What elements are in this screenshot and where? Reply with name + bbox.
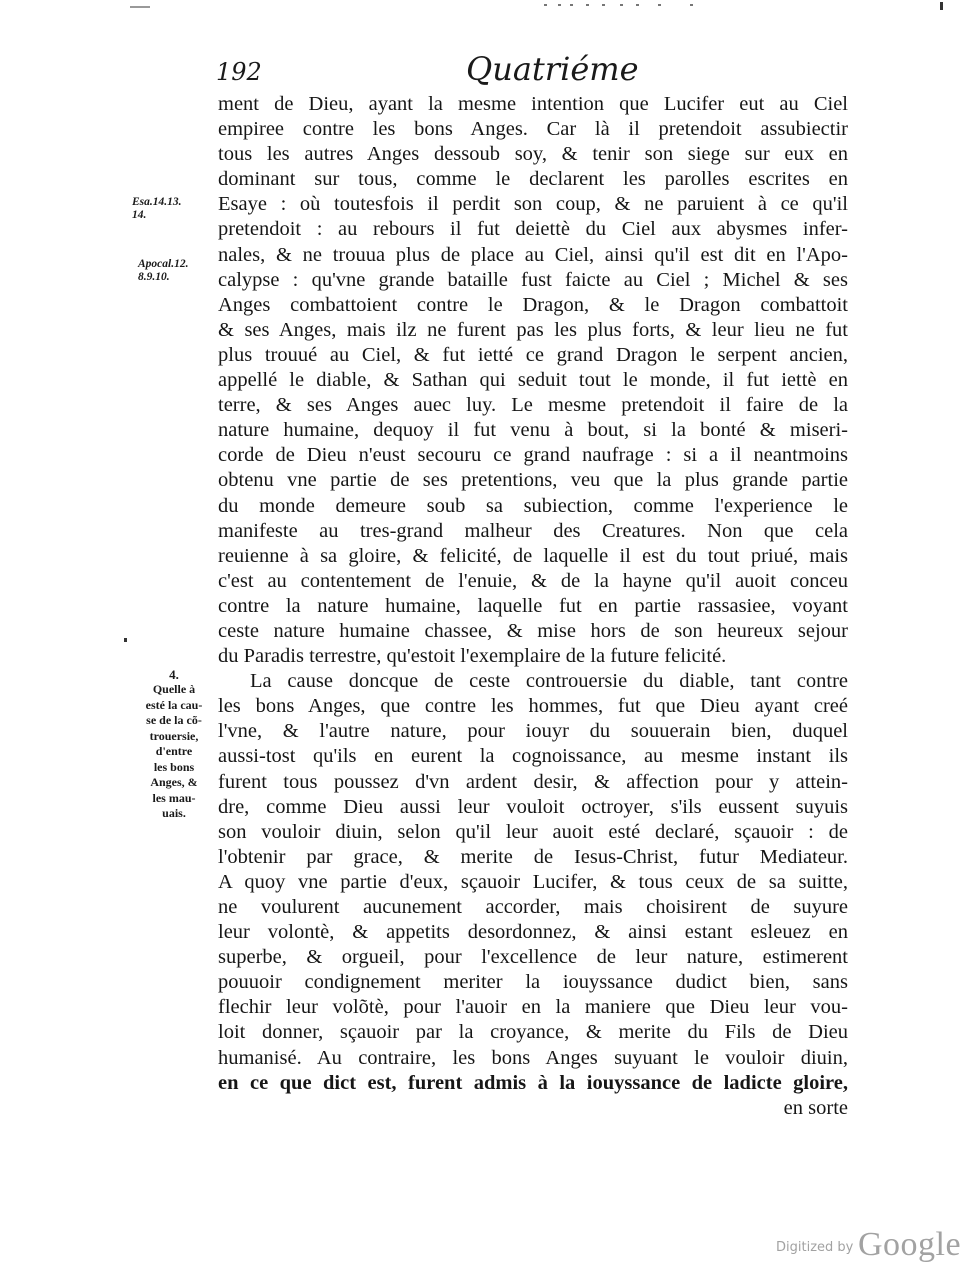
text-line: en ce que dict est, furent admis à la iouyssance de ladicte gloire, bbox=[218, 1071, 848, 1094]
margin-note-line: Apocal.12. bbox=[138, 258, 189, 270]
text-line: manifeste au tres-grand malheur des Creatures. Non que cela bbox=[218, 519, 848, 542]
text-line: pretendoit : au rebours il fut deiettè du Ciel aux abysmes infer- bbox=[218, 218, 848, 241]
running-title: Quatriéme bbox=[466, 50, 639, 88]
text-line: terre, & ses Anges auec luy. Le mesme pretendoit il faire de la bbox=[218, 394, 848, 417]
margin-note-line: Esa.14.13. bbox=[132, 196, 182, 208]
text-line: ne voulurent aucunement accorder, mais choisirent de suyure bbox=[218, 896, 848, 918]
text-line: superbe, & orgueil, pour l'excellence de leur nature, estimerent bbox=[218, 946, 848, 969]
text-line: son vouloir diuin, selon qu'il leur auoit esté declaré, sçauoir : de bbox=[218, 820, 848, 843]
text-line: humanisé. Au contraire, les bons Anges suyuant le vouloir diuin, bbox=[218, 1046, 848, 1069]
scan-artifact bbox=[940, 2, 943, 10]
margin-note-line: 8.9.10. bbox=[138, 271, 170, 283]
text-line: l'vne, & l'autre nature, pour iouyr du souuerain bien, duquel bbox=[218, 720, 848, 743]
watermark-prefix: Digitized by bbox=[776, 1240, 854, 1255]
scan-artifact bbox=[124, 638, 127, 642]
text-line: corde de Dieu n'eust secouru ce grand naufrage : si a il neantmoins bbox=[218, 444, 848, 467]
margin-note-line: d'entre bbox=[155, 744, 193, 758]
text-line: ment de Dieu, ayant la mesme intention que Lucifer eut au Ciel bbox=[218, 93, 848, 115]
text-line: Esaye : où toutesfois il perdit son coup, & ne paruient à ce qu'il bbox=[218, 193, 848, 216]
text-line: du Paradis terrestre, qu'estoit l'exemplaire de la future felicité. bbox=[218, 645, 727, 668]
text-line: plus trouué au Ciel, & fut ietté ce grand Dragon le serpent ancien, bbox=[218, 343, 848, 366]
page-number: 192 bbox=[216, 58, 262, 86]
text-line: leur volontè, & appetits desordonnez, & ainsi estant esleuez en bbox=[218, 921, 848, 944]
text-line: contre la nature humaine, laquelle fut en partie rassasiee, voyant bbox=[218, 594, 848, 617]
text-line: ceste nature humaine chassee, & mise hors de son heureux sejour bbox=[218, 619, 848, 642]
scan-artifact bbox=[540, 0, 720, 12]
text-line: dre, comme Dieu aussi leur vouloit octroyer, s'ils eussent suyuis bbox=[218, 795, 848, 818]
margin-note-line: Anges, & bbox=[150, 775, 198, 789]
text-line: dominant sur tous, comme le declarent les parolles escrites en bbox=[218, 168, 848, 191]
margin-note-line: esté la cau- bbox=[145, 697, 203, 712]
margin-note-line: uais. bbox=[162, 806, 186, 820]
margin-note-line: les bons bbox=[153, 759, 195, 774]
text-line: nature humaine, dequoy il fut venu à bout, si la bonté & miseri- bbox=[218, 419, 848, 442]
text-line: l'obtenir par grace, & merite de Iesus-Christ, futur Mediateur. bbox=[218, 845, 848, 868]
text-line: flechir leur volõtè, pour l'auoir en la maniere que Dieu leur vou- bbox=[218, 996, 848, 1019]
text-line: reuienne à sa gloire, & felicité, de laquelle il est du tout priué, mais bbox=[218, 544, 848, 567]
text-line: tous les autres Anges dessoub soy, & tenir son siege sur eux en bbox=[218, 143, 848, 166]
scan-artifact bbox=[130, 6, 150, 8]
text-line: du monde demeure soub sa subiection, comme l'experience le bbox=[218, 494, 848, 517]
body-text bbox=[218, 92, 848, 1121]
text-line: obtenu vne partie de ses pretentions, veu que la plus grande partie bbox=[218, 469, 848, 492]
margin-note-line: les mau- bbox=[152, 790, 196, 805]
margin-note-apocalypse bbox=[138, 258, 218, 284]
text-line: les bons Anges, que contre les hommes, fut que Dieu ayant creé bbox=[218, 695, 848, 718]
margin-note-esaie bbox=[132, 196, 212, 222]
text-line: loit donner, sçauoir par la croyance, & merite du Fils de Dieu bbox=[218, 1021, 848, 1044]
text-line: pouuoir condignement meriter la iouyssance dudict bien, sans bbox=[218, 971, 848, 994]
text-line: appellé le diable, & Sathan qui seduit tout le monde, il fut iettè en bbox=[218, 369, 848, 392]
margin-note-line: trouersie, bbox=[149, 728, 199, 743]
text-line: & ses Anges, mais ilz ne furent pas les plus forts, & leur lieu ne fut bbox=[218, 318, 848, 341]
text-line: nales, & ne trouua plus de place au Ciel, ainsi qu'il est dit en l'Apo- bbox=[218, 243, 848, 266]
text-line: furent tous poussez d'vn ardent desir, & affection pour y attein- bbox=[218, 770, 848, 793]
text-line: c'est au contentement de l'enuie, & de la hayne qu'il auoit conceu bbox=[218, 569, 848, 592]
text-line: La cause doncque de ceste controuersie du diable, tant contre bbox=[250, 670, 848, 693]
margin-note-line: Quelle à bbox=[152, 682, 196, 696]
google-logo: Google bbox=[858, 1226, 962, 1263]
text-line: A quoy vne partie d'eux, sçauoir Lucifer, & tous ceux de sa suitte, bbox=[218, 870, 848, 893]
margin-note-line: 14. bbox=[132, 209, 147, 221]
text-line: aussi-tost qu'ils en eurent la cognoissance, au mesme instant ils bbox=[218, 745, 848, 768]
digitized-by-google-watermark bbox=[760, 1220, 960, 1270]
text-line: empiree contre les bons Anges. Car là il pretendoit assubiectir bbox=[218, 118, 848, 141]
text-line: calypse : qu'vne grande bataille fust faicte au Ciel ; Michel & ses bbox=[218, 268, 848, 291]
margin-note-line: se de la cõ- bbox=[146, 713, 202, 727]
margin-note-number: 4. bbox=[169, 667, 179, 682]
margin-note-quelle bbox=[136, 668, 212, 822]
text-line: Anges combattoient contre le Dragon, & le Dragon combattoit bbox=[218, 293, 848, 316]
catchword: en sorte bbox=[783, 1096, 848, 1119]
